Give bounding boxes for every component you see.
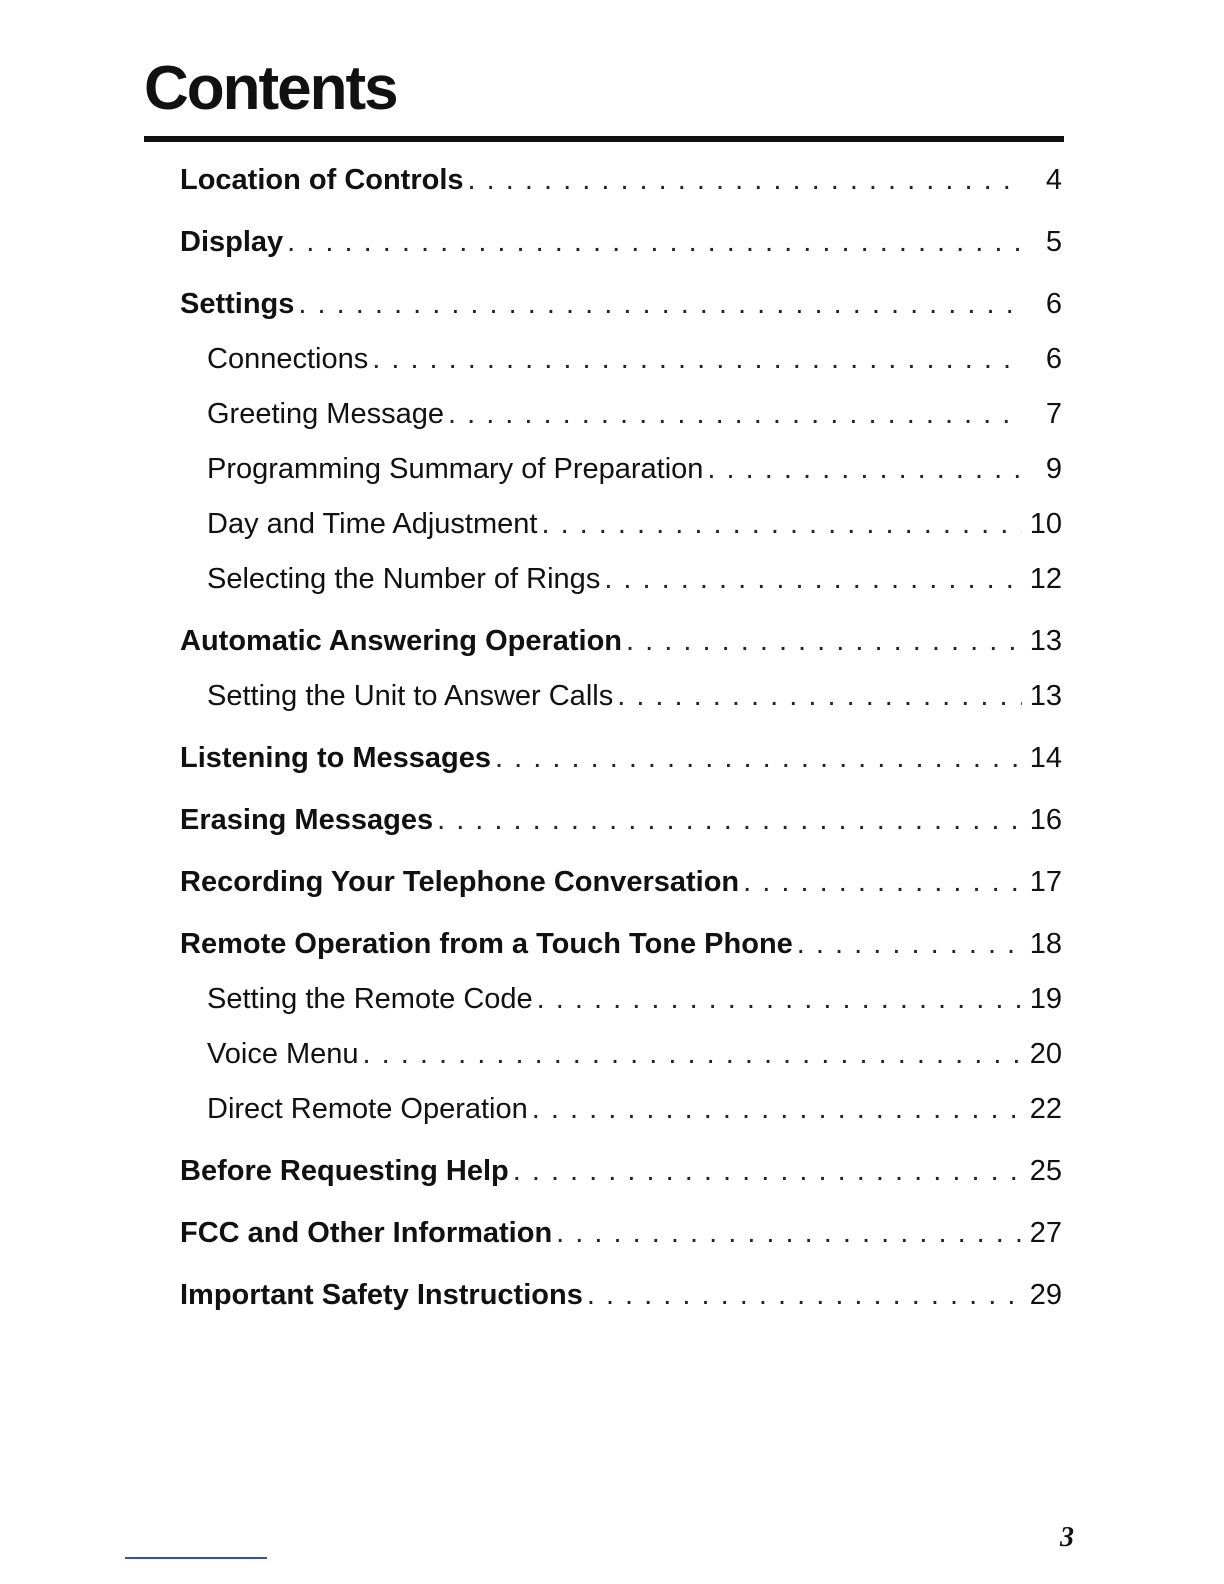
toc-entry-page: 27	[1029, 1217, 1062, 1249]
toc-entry-page: 19	[1029, 983, 1062, 1015]
toc-entry[interactable]	[180, 926, 1062, 962]
dot-leader	[600, 561, 1022, 597]
toc-entry-page: 29	[1029, 1279, 1062, 1311]
toc-entry[interactable]	[180, 981, 1062, 1017]
toc-entry[interactable]	[180, 286, 1062, 322]
toc-entry-label: Greeting Message	[207, 398, 444, 430]
toc-entry[interactable]	[180, 224, 1062, 260]
dot-leader	[464, 162, 1022, 198]
toc-entry-page: 13	[1029, 680, 1062, 712]
toc-entry[interactable]	[180, 864, 1062, 900]
dot-leader	[793, 926, 1022, 962]
dot-leader	[491, 740, 1022, 776]
dot-leader	[552, 1215, 1022, 1251]
table-of-contents	[180, 162, 1062, 1313]
toc-entry[interactable]	[180, 1277, 1062, 1313]
dot-leader	[703, 451, 1022, 487]
toc-entry-label: Erasing Messages	[180, 804, 434, 836]
toc-entry[interactable]	[180, 1215, 1062, 1251]
toc-entry-page: 9	[1045, 453, 1062, 485]
toc-entry-label: Important Safety Instructions	[180, 1279, 583, 1311]
dot-leader	[359, 1036, 1022, 1072]
dot-leader	[433, 802, 1022, 838]
scan-mark	[125, 1557, 267, 1559]
toc-entry-label: Display	[180, 226, 284, 258]
dot-leader	[444, 396, 1022, 432]
toc-entry[interactable]	[180, 341, 1062, 377]
toc-entry-page: 12	[1029, 563, 1062, 595]
dot-leader	[294, 286, 1022, 322]
toc-entry[interactable]	[180, 162, 1062, 198]
dot-leader	[528, 1091, 1022, 1127]
toc-entry-page: 14	[1029, 742, 1062, 774]
toc-entry-page: 5	[1045, 226, 1062, 258]
toc-entry-label: Programming Summary of Preparation	[207, 453, 704, 485]
toc-entry-label: Voice Menu	[207, 1038, 359, 1070]
toc-entry[interactable]	[180, 451, 1062, 487]
toc-entry[interactable]	[180, 1091, 1062, 1127]
toc-entry-page: 4	[1045, 164, 1062, 196]
toc-entry-label: Listening to Messages	[180, 742, 492, 774]
dot-leader	[283, 224, 1022, 260]
dot-leader	[622, 623, 1022, 659]
page-title: Contents	[144, 54, 397, 123]
toc-entry-label: Automatic Answering Operation	[180, 625, 623, 657]
toc-entry-page: 6	[1045, 343, 1062, 375]
dot-leader	[368, 341, 1022, 377]
toc-entry-page: 13	[1029, 625, 1062, 657]
toc-entry-label: Setting the Remote Code	[207, 983, 533, 1015]
toc-entry-label: Direct Remote Operation	[207, 1093, 528, 1125]
toc-entry-page: 10	[1029, 508, 1062, 540]
toc-entry-label: Day and Time Adjustment	[207, 508, 538, 540]
toc-entry-label: Location of Controls	[180, 164, 464, 196]
dot-leader	[583, 1277, 1022, 1313]
toc-entry[interactable]	[180, 1036, 1062, 1072]
toc-entry-label: FCC and Other Information	[180, 1217, 553, 1249]
toc-entry-page: 20	[1029, 1038, 1062, 1070]
title-rule	[144, 136, 1064, 142]
toc-entry-label: Settings	[180, 288, 295, 320]
toc-entry-label: Setting the Unit to Answer Calls	[207, 680, 614, 712]
dot-leader	[509, 1153, 1022, 1189]
toc-entry[interactable]	[180, 802, 1062, 838]
toc-entry-page: 22	[1029, 1093, 1062, 1125]
dot-leader	[739, 864, 1022, 900]
toc-entry[interactable]	[180, 740, 1062, 776]
toc-entry[interactable]	[180, 678, 1062, 714]
dot-leader	[533, 981, 1022, 1017]
toc-entry-page: 6	[1045, 288, 1062, 320]
toc-entry-page: 7	[1045, 398, 1062, 430]
toc-entry-page: 17	[1029, 866, 1062, 898]
toc-entry[interactable]	[180, 1153, 1062, 1189]
toc-entry-page: 18	[1029, 928, 1062, 960]
toc-entry-label: Before Requesting Help	[180, 1155, 509, 1187]
toc-entry-label: Selecting the Number of Rings	[207, 563, 601, 595]
page-number: 3	[1060, 1522, 1074, 1553]
toc-entry-label: Connections	[207, 343, 369, 375]
dot-leader	[537, 506, 1022, 542]
toc-entry-label: Remote Operation from a Touch Tone Phone	[180, 928, 793, 960]
toc-entry-page: 16	[1029, 804, 1062, 836]
dot-leader	[613, 678, 1022, 714]
toc-entry[interactable]	[180, 561, 1062, 597]
toc-entry-label: Recording Your Telephone Conversation	[180, 866, 740, 898]
toc-entry[interactable]	[180, 506, 1062, 542]
toc-entry[interactable]	[180, 623, 1062, 659]
toc-entry-page: 25	[1029, 1155, 1062, 1187]
toc-entry[interactable]	[180, 396, 1062, 432]
